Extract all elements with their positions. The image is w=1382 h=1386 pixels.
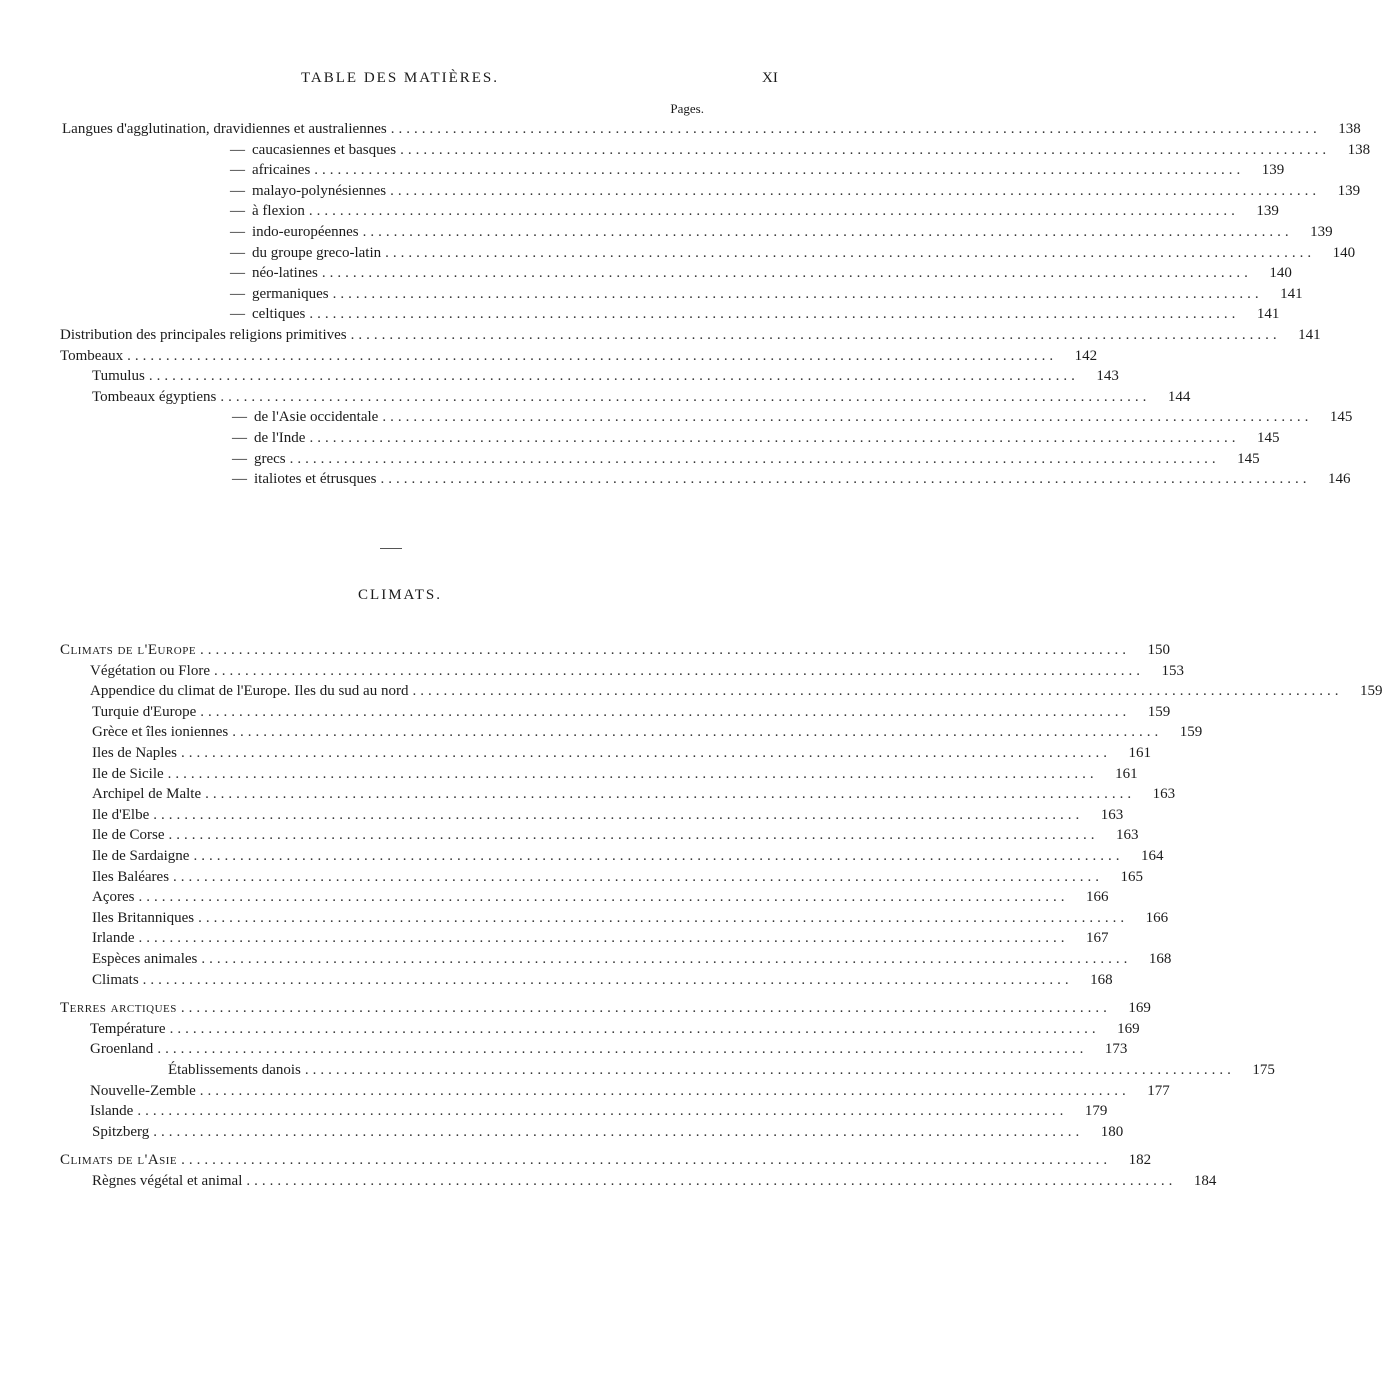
- toc-entry-title: [62, 121, 391, 138]
- toc-entry-text: Ile de Sicile: [92, 765, 164, 782]
- toc-entry-title: [168, 1062, 305, 1079]
- leader-dots: ........................................................................................................................: [332, 285, 1263, 302]
- toc-entry-page: 173: [1104, 1041, 1128, 1058]
- leader-dots: ........................................................................................................................: [137, 1103, 1068, 1120]
- toc-entry-page: 138: [1338, 121, 1361, 137]
- leader-dots: ........................................................................................................................: [138, 930, 1069, 947]
- toc-entry: [90, 1020, 1140, 1041]
- leader-dots: ........................................................................................................................: [198, 909, 1129, 926]
- toc-entry-page: 168: [1090, 971, 1113, 988]
- leader-dots: ........................................................................................................................: [205, 786, 1136, 803]
- leader-dots: ........................................................................................................................: [153, 1123, 1084, 1140]
- toc-entry-page: 166: [1145, 909, 1169, 926]
- toc-entry-text: Ile de Corse: [92, 827, 165, 844]
- toc-entry: [92, 786, 1176, 806]
- toc-entry-text: indo-européennes: [252, 224, 359, 240]
- toc-entry-title: [230, 245, 385, 262]
- ditto-dash: —: [232, 430, 247, 446]
- toc-entry-text: Appendice du climat de l'Europe. Iles du sud au nord: [90, 683, 409, 700]
- toc-entry-text: Islande: [90, 1103, 134, 1120]
- toc-entry-page: 168: [1148, 951, 1172, 967]
- toc-entry-text: Irlande: [92, 930, 135, 947]
- leader-dots: ........................................................................................................................: [390, 182, 1321, 199]
- leader-dots: ........................................................................................................................: [169, 1020, 1100, 1037]
- toc-entry-page: 139: [1261, 162, 1285, 179]
- toc-entry-text: Iles Baléares: [92, 868, 170, 885]
- toc-entry-title: [92, 389, 220, 406]
- toc-entry-title: [92, 766, 168, 783]
- toc-entry-text: néo-latines: [252, 265, 318, 282]
- section-title: CLIMATS.: [358, 587, 442, 603]
- toc-entry: [92, 1173, 1217, 1193]
- toc-entry-page: 159: [1147, 703, 1171, 720]
- leader-dots: ........................................................................................................................: [138, 889, 1069, 906]
- toc-entry: [92, 951, 1172, 971]
- toc-entry-title: [92, 786, 205, 803]
- leader-dots: ........................................................................................................................: [213, 662, 1144, 679]
- toc-entry-text: caucasiennes et basques: [252, 141, 397, 158]
- toc-entry: [232, 471, 1351, 491]
- ditto-dash: —: [230, 306, 245, 323]
- leader-dots: ........................................................................................................................: [390, 121, 1321, 137]
- toc-entry-title: [92, 368, 149, 385]
- toc-entry-page: 179: [1084, 1103, 1108, 1120]
- toc-entry-title: [60, 348, 127, 365]
- ditto-dash: —: [232, 409, 247, 426]
- toc-entry-text: Température: [90, 1020, 166, 1037]
- toc-entry-page: 166: [1085, 889, 1109, 906]
- ditto-dash: —: [230, 141, 245, 158]
- toc-entry-title: [92, 807, 153, 824]
- toc-entry-title: [230, 162, 314, 179]
- leader-dots: ........................................................................................................................: [246, 1173, 1177, 1189]
- toc-entry-text: Groenland: [90, 1041, 154, 1058]
- toc-entry-title: [92, 951, 201, 968]
- toc-entry: [92, 1123, 1124, 1144]
- toc-entry-page: 184: [1193, 1173, 1217, 1189]
- toc-entry-page: 180: [1100, 1123, 1124, 1140]
- toc-entry-page: 177: [1147, 1082, 1170, 1099]
- running-title: TABLE DES MATIÈRES.: [300, 70, 500, 86]
- toc-entry-page: 164: [1140, 848, 1164, 864]
- toc-entry-text: Nouvelle-Zemble: [90, 1082, 196, 1099]
- toc-entry-page: 145: [1329, 409, 1353, 426]
- toc-entry-page: 165: [1120, 868, 1144, 885]
- leader-dots: ........................................................................................................................: [173, 868, 1104, 885]
- ditto-dash: —: [230, 265, 245, 282]
- ditto-dash: —: [230, 162, 245, 179]
- toc-entry: [230, 182, 1361, 203]
- toc-entry-page: 141: [1280, 285, 1303, 302]
- toc-entry-title: [232, 451, 290, 468]
- leader-dots: ........................................................................................................................: [382, 409, 1313, 426]
- toc-entry: [168, 1062, 1275, 1082]
- ditto-dash: —: [230, 285, 245, 302]
- leader-dots: ........................................................................................................................: [200, 703, 1131, 720]
- leader-dots: ........................................................................................................................: [362, 224, 1293, 240]
- toc-entry-title: [90, 1021, 170, 1038]
- leader-dots: ........................................................................................................................: [400, 141, 1331, 158]
- toc-entry: [92, 703, 1171, 724]
- toc-entry: [230, 285, 1303, 306]
- toc-entry-page: 153: [1161, 662, 1184, 679]
- toc-entry: [230, 162, 1285, 182]
- toc-entry-page: 163: [1100, 806, 1124, 823]
- toc-entry-page: 150: [1147, 642, 1171, 658]
- toc-entry-page: 163: [1152, 786, 1176, 803]
- leader-dots: ........................................................................................................................: [199, 1082, 1130, 1099]
- toc-entry-text: malayo-polynésiennes: [252, 182, 387, 199]
- toc-entry: [232, 450, 1260, 471]
- leader-dots: ........................................................................................................................: [220, 388, 1151, 405]
- toc-entry-page: 161: [1128, 745, 1151, 761]
- toc-entry-title: [92, 848, 193, 865]
- toc-entry: [230, 244, 1356, 265]
- toc-entry-page: 169: [1117, 1020, 1140, 1037]
- leader-dots: ........................................................................................................................: [308, 203, 1239, 220]
- toc-entry-title: [60, 327, 351, 344]
- toc-entry-title: [92, 704, 200, 721]
- toc-entry-text: Turquie d'Europe: [92, 703, 197, 720]
- toc-entry-title: [92, 972, 143, 989]
- toc-entry-text: Espèces animales: [92, 951, 198, 967]
- toc-entry-title: [90, 683, 412, 700]
- ditto-dash: —: [232, 471, 247, 488]
- ditto-dash: —: [230, 203, 245, 220]
- leader-dots: ........................................................................................................................: [309, 306, 1240, 323]
- leader-dots: ........................................................................................................................: [350, 327, 1281, 343]
- toc-entry-page: 159: [1359, 683, 1382, 700]
- toc-entry-title: [90, 1103, 137, 1120]
- leader-dots: ........................................................................................................................: [153, 806, 1084, 823]
- toc-entry-page: 169: [1128, 1000, 1151, 1017]
- toc-entry-page: 140: [1332, 244, 1356, 261]
- toc-entry-page: 159: [1179, 724, 1203, 741]
- toc-entry-text: Tombeaux: [60, 347, 124, 364]
- toc-entry-title: [232, 409, 382, 426]
- toc-entry-text: Tumulus: [92, 368, 145, 385]
- toc-entry: [90, 1082, 1170, 1103]
- ditto-dash: —: [230, 244, 245, 261]
- ditto-dash: —: [232, 450, 247, 467]
- toc-entry-text: grecs: [254, 450, 286, 467]
- toc-entry-title: [92, 745, 181, 762]
- toc-entry-page: 167: [1085, 930, 1109, 947]
- toc-entry-page: 145: [1237, 450, 1260, 467]
- toc-entry: [92, 806, 1124, 827]
- toc-entry: [60, 327, 1321, 347]
- toc-entry-text: du groupe greco-latin: [252, 244, 382, 261]
- leader-dots: ........................................................................................................................: [180, 745, 1111, 761]
- toc-entry-text: Distribution des principales religions primitives: [60, 327, 347, 343]
- toc-entry-text: Tombeaux égyptiens: [92, 388, 217, 405]
- toc-entry-page: 182: [1128, 1152, 1152, 1169]
- toc-entry-title: [92, 930, 138, 947]
- toc-entry: [232, 430, 1280, 450]
- page-header: [0, 70, 800, 94]
- toc-entry: [60, 1152, 1152, 1172]
- toc-entry-page: 139: [1337, 182, 1361, 199]
- toc-entry: [92, 388, 1191, 409]
- toc-entry: [92, 827, 1139, 847]
- toc-entry: [92, 745, 1151, 765]
- toc-entry-page: 161: [1115, 765, 1138, 782]
- toc-entry: [62, 121, 1361, 141]
- toc-entry-page: 144: [1167, 388, 1191, 405]
- toc-entry-title: [90, 1083, 200, 1100]
- ditto-dash: —: [230, 224, 245, 240]
- toc-entry-title: [232, 471, 380, 488]
- toc-entry: [230, 224, 1333, 244]
- toc-entry-page: 140: [1269, 265, 1292, 282]
- leader-dots: ........................................................................................................................: [412, 683, 1343, 700]
- toc-entry-text: italiotes et étrusques: [254, 471, 377, 488]
- toc-entry: [230, 203, 1279, 223]
- leader-dots: ........................................................................................................................: [180, 1000, 1111, 1017]
- leader-dots: ........................................................................................................................: [314, 162, 1245, 179]
- toc-entry-title: [92, 910, 198, 927]
- toc-entry-text: Climats: [92, 971, 139, 988]
- leader-dots: ........................................................................................................................: [201, 951, 1132, 967]
- leader-dots: ........................................................................................................................: [193, 848, 1124, 864]
- toc-entry-text: à flexion: [252, 203, 305, 220]
- toc-entry: [90, 1103, 1108, 1123]
- toc-entry-page: 145: [1256, 430, 1280, 446]
- toc-entry: [60, 347, 1098, 368]
- toc-entry: [92, 765, 1138, 786]
- toc-entry-title: [230, 203, 309, 220]
- toc-entry-title: [92, 827, 168, 844]
- toc-entry-text: Règnes végétal et animal: [92, 1173, 243, 1189]
- toc-entry: [60, 1000, 1151, 1020]
- toc-entry-text: germaniques: [252, 285, 329, 302]
- leader-dots: ........................................................................................................................: [232, 724, 1163, 741]
- toc-entry-text: Iles Britanniques: [92, 909, 195, 926]
- leader-dots: ........................................................................................................................: [181, 1152, 1112, 1169]
- toc-entry-title: [90, 663, 214, 680]
- toc-entry: [92, 971, 1113, 992]
- toc-entry: [230, 306, 1280, 326]
- leader-dots: ........................................................................................................................: [148, 368, 1079, 385]
- toc-entry-page: 142: [1074, 347, 1098, 364]
- toc-entry-page: 163: [1115, 827, 1139, 844]
- toc-entry-title: [230, 286, 333, 303]
- separator-rule: [380, 548, 402, 549]
- toc-entry-text: Langues d'agglutination, dravidiennes et australiennes: [62, 121, 387, 137]
- toc-entry-text: de l'Inde: [254, 430, 306, 446]
- leader-dots: ........................................................................................................................: [200, 642, 1131, 658]
- toc-entry-title: [230, 183, 390, 200]
- toc-entry-title: [90, 1041, 157, 1058]
- toc-entry-title: [230, 142, 400, 159]
- toc-entry-title: [60, 642, 200, 659]
- toc-entry-page: 143: [1096, 368, 1119, 385]
- toc-entry: [92, 368, 1119, 388]
- toc-entry: [230, 141, 1371, 162]
- leader-dots: ........................................................................................................................: [289, 450, 1220, 467]
- toc-entry: [92, 930, 1109, 950]
- toc-entry-text: Végétation ou Flore: [90, 662, 210, 679]
- leader-dots: ........................................................................................................................: [168, 827, 1099, 844]
- pages-column-label: Pages.: [670, 101, 704, 116]
- toc-entry: [92, 848, 1164, 868]
- leader-dots: ........................................................................................................................: [304, 1062, 1235, 1078]
- toc-entry-title: [230, 306, 309, 323]
- toc-entry: [92, 889, 1109, 909]
- leader-dots: ........................................................................................................................: [142, 971, 1073, 988]
- toc-entry-text: celtiques: [252, 306, 306, 323]
- toc-entry: [90, 1041, 1128, 1061]
- toc-entry-title: [92, 889, 138, 906]
- toc-entry: [230, 265, 1292, 285]
- leader-dots: ........................................................................................................................: [157, 1041, 1088, 1058]
- toc-entry-page: 175: [1252, 1062, 1275, 1078]
- toc-entry-title: [92, 1124, 153, 1141]
- toc-entry: [92, 868, 1144, 889]
- toc-entry-text: Iles de Naples: [92, 745, 177, 761]
- leader-dots: ........................................................................................................................: [385, 244, 1316, 261]
- toc-entry-text: Établissements danois: [168, 1062, 301, 1078]
- toc-entry-title: [92, 1173, 246, 1190]
- leader-dots: ........................................................................................................................: [127, 347, 1058, 364]
- toc-entry-text: Ile de Sardaigne: [92, 848, 190, 864]
- toc-entry-title: [60, 1152, 181, 1169]
- toc-entry-text: Archipel de Malte: [92, 786, 202, 803]
- leader-dots: ........................................................................................................................: [321, 265, 1252, 282]
- toc-entry: [232, 409, 1353, 429]
- leader-dots: ........................................................................................................................: [309, 430, 1240, 446]
- toc-entry-text: Grèce et îles ioniennes: [92, 724, 229, 741]
- toc-entry-text: Spitzberg: [92, 1123, 150, 1140]
- page-folio: XI: [762, 70, 778, 86]
- toc-entry: [92, 724, 1203, 744]
- toc-entry-page: 141: [1298, 327, 1321, 343]
- toc-entry-text: Climats de l'Asie: [60, 1152, 178, 1169]
- toc-entry-text: Açores: [92, 889, 135, 906]
- toc-entry-title: [230, 224, 363, 241]
- toc-entry-page: 138: [1347, 141, 1371, 158]
- toc-entry-text: africaines: [252, 162, 311, 179]
- toc-entry-title: [92, 869, 173, 886]
- toc-entry-page: 139: [1256, 203, 1279, 220]
- toc-entry-text: de l'Asie occidentale: [254, 409, 379, 426]
- toc-entry-title: [230, 265, 322, 282]
- toc-entry-page: 141: [1256, 306, 1280, 323]
- toc-entry: [90, 662, 1184, 683]
- toc-entry-page: 139: [1310, 224, 1333, 240]
- toc-entry-page: 146: [1327, 471, 1351, 488]
- toc-entry-title: [60, 1000, 181, 1017]
- toc-entry: [90, 683, 1382, 703]
- toc-entry-title: [92, 724, 232, 741]
- ditto-dash: —: [230, 182, 245, 199]
- leader-dots: ........................................................................................................................: [380, 471, 1311, 488]
- toc-entry-title: [232, 430, 309, 447]
- toc-entry: [60, 642, 1171, 662]
- leader-dots: ........................................................................................................................: [167, 765, 1098, 782]
- toc-entry-text: Terres arctiques: [60, 1000, 177, 1017]
- toc-entry: [92, 909, 1169, 930]
- toc-entry-text: Ile d'Elbe: [92, 806, 150, 823]
- toc-entry-text: Climats de l'Europe: [60, 642, 197, 658]
